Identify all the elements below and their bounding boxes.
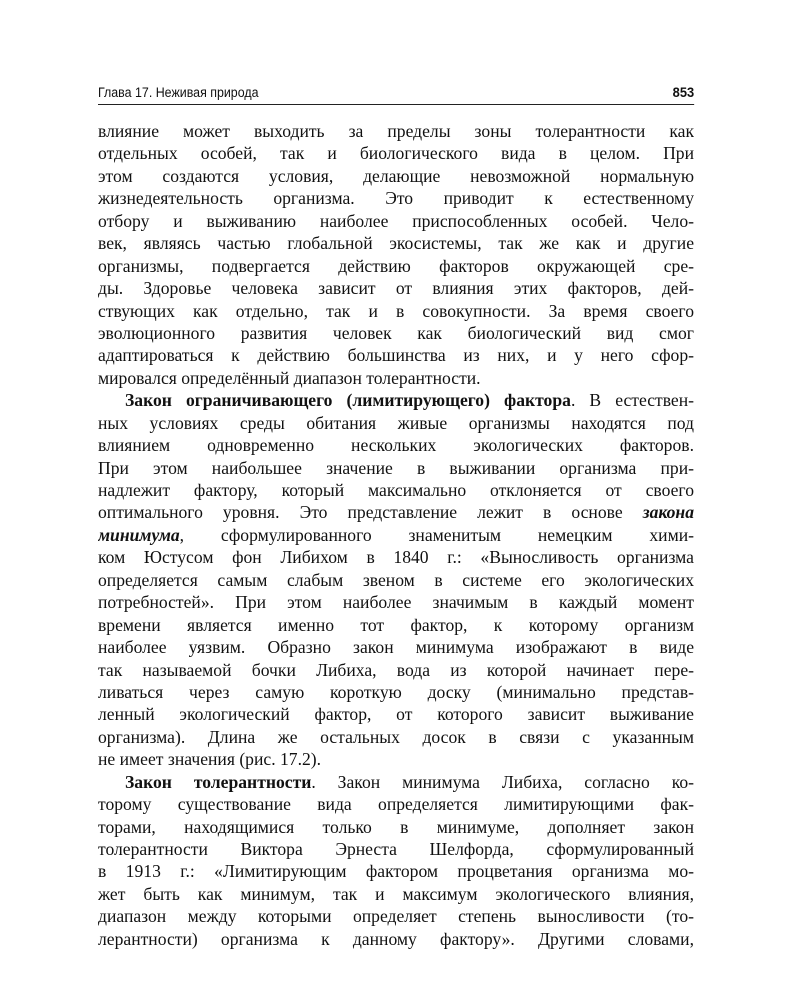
text-line: отбору и выживанию наиболее приспособленных особей. Чело-: [98, 210, 694, 231]
text-line: так называемой бочки Либиха, вода из которой начинает пере-: [98, 659, 694, 680]
text-line: минимума, сформулированного знаменитым немецким хими-: [98, 524, 694, 545]
text-line: толерантности Виктора Эрнеста Шелфорда, сформулированный: [98, 839, 694, 859]
body-text: [98, 120, 694, 950]
text-line: диапазон между которыми определяет степень выносливости (то-: [98, 906, 694, 927]
text-line: При этом наибольшее значение в выживании организма при-: [98, 457, 694, 478]
text-line: лерантности) организма к данному фактору». Другими словами,: [98, 928, 694, 949]
text-line: Закон толерантности. Закон минимума Либиха, согласно ко-: [125, 771, 694, 792]
text-line: оптимального уровня. Это представление лежит в основе закона: [98, 502, 694, 523]
text-line: не имеет значения (рис. 17.2).: [98, 749, 322, 770]
term-law-of-minimum: закона: [642, 502, 694, 523]
text-line: ливаться через самую короткую доску (минимально представ-: [98, 681, 694, 702]
text-line: влияние может выходить за пределы зоны толерантности как: [98, 121, 694, 141]
chapter-title: Глава 17. Неживая природа: [98, 85, 259, 100]
text-line: времени является именно тот фактор, к которому организм: [98, 614, 694, 635]
text-line: отдельных особей, так и биологического вида в целом. При: [98, 143, 694, 164]
text-line: надлежит фактору, который максимально отклоняется от своего: [98, 480, 694, 500]
text-line: влиянием одновременно нескольких экологических факторов.: [98, 435, 694, 456]
text-line: ком Юстусом фон Либихом в 1840 г.: «Выносливость организма: [98, 547, 694, 568]
text-line: определяется самым слабым звеном в системе его экологических: [98, 569, 694, 590]
text-line: этом создаются условия, делающие невозможной нормальную: [98, 165, 694, 186]
text-line: организма). Длина же остальных досок в связи с указанным: [98, 726, 694, 747]
text-line: в 1913 г.: «Лимитирующим фактором процветания организма мо-: [98, 861, 694, 882]
law-heading-tolerance: Закон толерантности: [125, 771, 312, 792]
text-line: век, являясь частью глобальной экосистемы, так же как и другие: [98, 233, 694, 254]
text-line: жет быть как минимум, так и максимум экологического влияния,: [98, 883, 694, 904]
running-header: [98, 84, 694, 105]
text-line: потребностей». При этом наиболее значимым в каждый момент: [98, 592, 694, 613]
text-line: ствующих как отдельно, так и в совокупности. За время своего: [98, 300, 694, 321]
text-line: торами, находящимися только в минимуме, дополняет закон: [98, 816, 694, 837]
text-line: торому существование вида определяется лимитирующими фак-: [98, 794, 694, 815]
text-line: ленный экологический фактор, от которого зависит выживание: [98, 704, 694, 725]
page-number: 853: [672, 84, 695, 100]
text-line: эволюционного развития человек как биологический вид смог: [98, 322, 694, 343]
text-line: жизнедеятельность организма. Это приводит к естественному: [98, 188, 694, 209]
text-line: наиболее уязвим. Образно закон минимума изображают в виде: [98, 637, 694, 658]
text-line: адаптироваться к действию большинства из них, и у него сфор-: [98, 345, 694, 366]
text-line: мировался определённый диапазон толерантности.: [98, 367, 481, 388]
text-line: Закон ограничивающего (лимитирующего) фактора. В естествен-: [125, 390, 694, 411]
text-line: ды. Здоровье человека зависит от влияния этих факторов, дей-: [98, 278, 694, 299]
text-line: ных условиях среды обитания живые организмы находятся под: [98, 412, 694, 433]
term-minimum: минимума: [98, 524, 180, 545]
text-line: организмы, подвергается действию факторов окружающей сре-: [98, 255, 694, 276]
law-heading-limiting-factor: Закон ограничивающего (лимитирующего) фактора: [125, 390, 571, 411]
